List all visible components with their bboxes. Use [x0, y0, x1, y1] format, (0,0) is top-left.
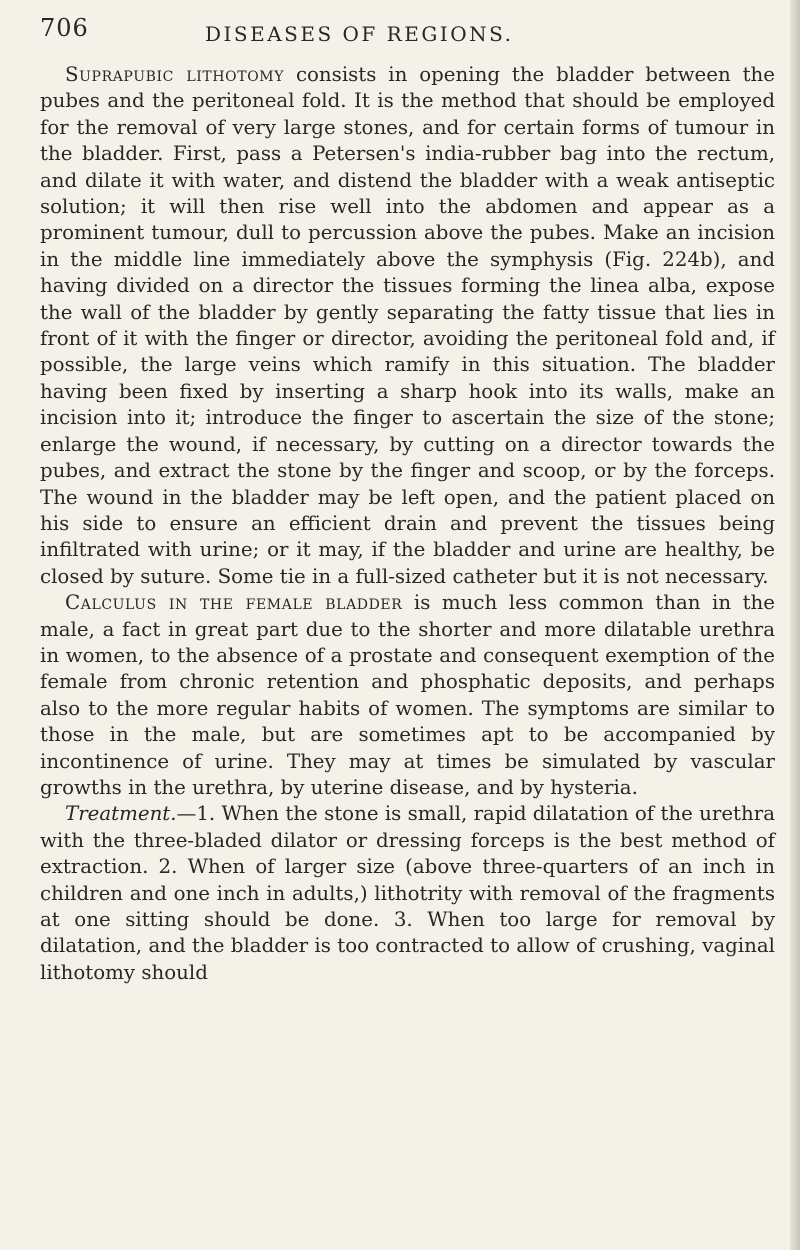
body-text	[40, 62, 775, 986]
paragraph-calculus-female	[40, 590, 775, 801]
paragraph-treatment	[40, 801, 775, 986]
paragraph-text: —1. When the stone is small, rapid dilatation of the urethra with the three-bladed dilator or dressing forceps is the best method of extraction. 2. When of larger size (above three-quarters of an inch in children and one inch in adults,) lithotrity with removal of the fragments at one sitting should be done. 3. When too large for removal by dilatation, and the bladder is too contracted to allow of crushing, vaginal lithotomy should	[40, 802, 775, 984]
paragraph-text: is much less common than in the male, a fact in great part due to the shorter and more dilatable urethra in women, to the absence of a prostate and consequent exemption of the female from chronic retention and phosphatic deposits, and perhaps also to the more regular habits of women. The symptoms are similar to those in the male, but are sometimes apt to be accompanied by incontinence of urine. They may at times be simulated by vascular growths in the urethra, by uterine disease, and by hysteria.	[40, 591, 775, 799]
paragraph-text: consists in opening the bladder between the pubes and the peritoneal fold. It is the method that should be employed for the removal of very large stones, and for certain forms of tumour in the bladder. First, pass a Petersen's india-rubber bag into the rectum, and dilate it with water, and distend the bladder with a weak antiseptic solution; it will then rise well into the abdomen and appear as a prominent tumour, dull to percussion above the pubes. Make an incision in the middle line immediately above the symphysis (Fig. 224b), and having divided on a director the tissues forming the linea alba, expose the wall of the bladder by gently separating the fatty tissue that lies in front of it with the finger or director, avoiding the peritoneal fold and, if possible, the large veins which ramify in this situation. The bladder having been fixed by inserting a sharp hook into its walls, make an incision into it; introduce the finger to ascertain the size of the stone; enlarge the wound, if necessary, by cutting on a director towards the pubes, and extract the stone by the finger and scoop, or by the forceps. The wound in the bladder may be left open, and the patient placed on his side to ensure an efficient drain and prevent the tissues being infiltrated with urine; or it may, if the bladder and urine are healthy, be closed by suture. Some tie in a full-sized catheter but it is not necessary.	[40, 63, 775, 588]
section-heading: Suprapubic lithotomy	[65, 63, 285, 86]
page-number: 706	[40, 14, 89, 42]
section-heading: Treatment.	[65, 802, 177, 826]
page-edge	[790, 0, 800, 1250]
section-heading: Calculus in the female bladder	[65, 591, 403, 615]
paragraph-suprapubic-lithotomy	[40, 62, 775, 590]
running-title: DISEASES OF REGIONS.	[205, 22, 514, 46]
